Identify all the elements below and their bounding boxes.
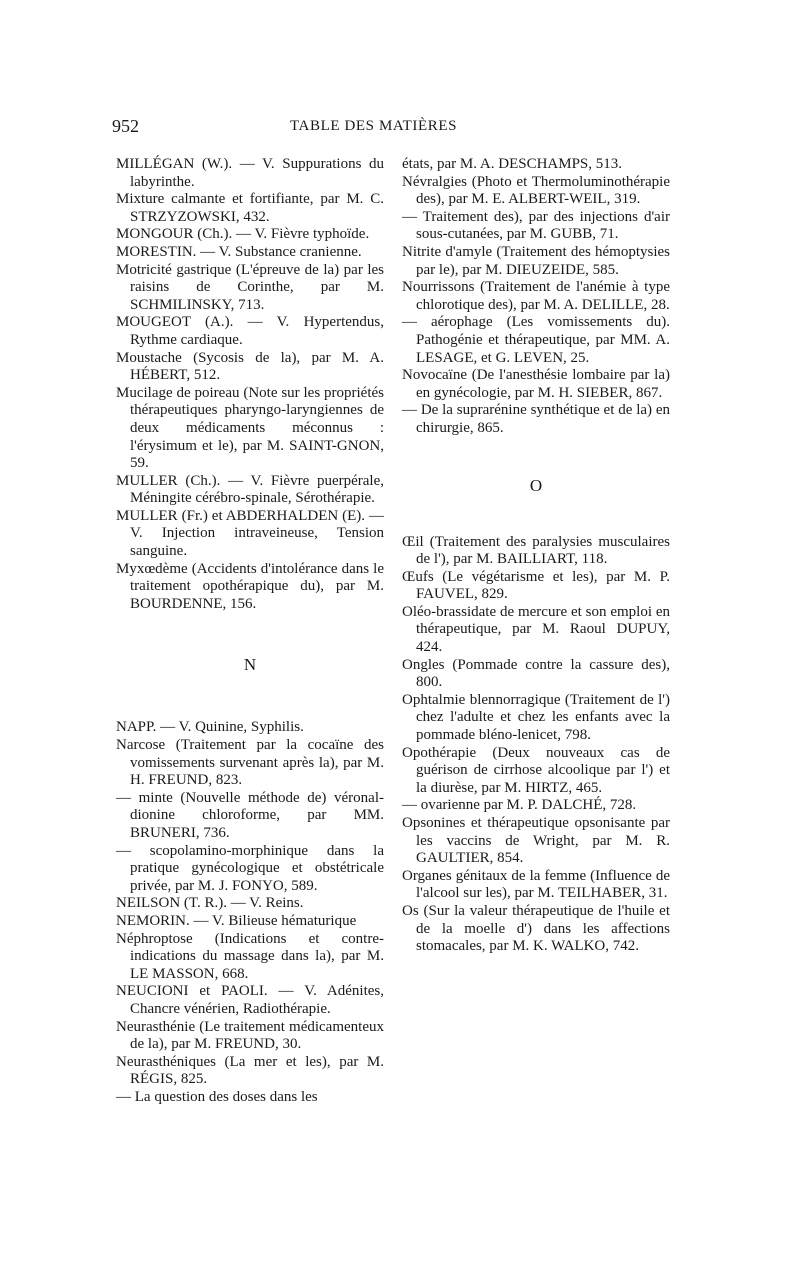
index-entry: Ophtalmie blennorragique (Traitement de l') chez l'adulte et chez les enfants avec la pommade bléno-lenicet, 798.: [402, 691, 670, 744]
index-entry: NAPP. — V. Quinine, Syphilis.: [116, 719, 304, 736]
index-entry: Nitrite d'amyle (Traitement des hémoptysies par le), par M. DIEUZEIDE, 585.: [402, 243, 670, 278]
index-entry: MILLÉGAN (W.). — V. Suppurations du labyrinthe.: [116, 156, 384, 190]
index-entry: Mixture calmante et fortifiante, par M. C. STRZYZOWSKI, 432.: [116, 191, 384, 225]
index-entry: Myxœdème (Accidents d'intolérance dans le traitement opothérapique du), par M. BOURDENNE, 156.: [116, 560, 384, 612]
index-entry: — De la suprarénine synthétique et de la) en chirurgie, 865.: [402, 402, 670, 436]
index-page: [112, 112, 672, 1152]
index-entry: NEMORIN. — V. Bilieuse hématurique: [116, 912, 357, 929]
index-entry: Ongles (Pommade contre la cassure des), 800.: [402, 656, 670, 691]
page-header: [112, 116, 672, 142]
section-letter-o: O: [529, 475, 543, 495]
index-entry: MORESTIN. — V. Substance cranienne.: [116, 243, 362, 260]
index-entry: NEILSON (T. R.). — V. Reins.: [116, 895, 304, 912]
index-entry: — scopolamino-morphinique dans la pratique gynécologique et obstétricale privée, par M. J. FONYO, 589.: [116, 842, 384, 894]
index-entry: Neurasthénie (Le traitement médicamenteux de la), par M. FREUND, 30.: [116, 1018, 384, 1053]
index-entry: Organes génitaux de la femme (Influence de l'alcool sur les), par M. TEILHABER, 31.: [402, 867, 670, 902]
section-letter-n: N: [243, 655, 257, 675]
index-entry: Moustache (Sycosis de la), par M. A. HÉBERT, 512.: [116, 349, 384, 384]
index-entry: NEUCIONI et PAOLI. — V. Adénites, Chancre vénérien, Radiothérapie.: [116, 983, 384, 1017]
index-entry: Néphroptose (Indications et contre-indications du massage dans la), par M. LE MASSON, 668.: [116, 930, 384, 982]
index-entry: — aérophage (Les vomissements du). Pathogénie et thérapeutique, par MM. A. LESAGE, et G. LEVEN, 25.: [402, 314, 670, 366]
index-entry: Neurasthéniques (La mer et les), par M. RÉGIS, 825.: [116, 1053, 384, 1088]
index-entry: Opothérapie (Deux nouveaux cas de guérison de cirrhose alcoolique par l') et la diurèse, par M. HIRTZ, 465.: [402, 744, 670, 796]
entries-after: [402, 534, 670, 956]
index-entry: Novocaïne (De l'anesthésie lombaire par la) en gynécologie, par M. H. SIEBER, 867.: [402, 367, 670, 401]
index-entry: MONGOUR (Ch.). — V. Fièvre typhoïde.: [116, 226, 370, 243]
index-entry: Névralgies (Photo et Thermoluminothérapie des), par M. E. ALBERT-WEIL, 319.: [402, 173, 670, 208]
index-entry: — minte (Nouvelle méthode de) véronal-dionine chloroforme, par MM. BRUNERI, 736.: [116, 789, 384, 841]
entries-before: [116, 156, 384, 613]
index-entry: Mucilage de poireau (Note sur les propriétés thérapeutiques pharyngo-laryngiennes de deux médicaments méconnus : l'érysimum et le), par M. SAINT-GNON, 59.: [116, 384, 384, 472]
index-entry: Narcose (Traitement par la cocaïne des vomissements survenant après la), par M. H. FREUND, 823.: [116, 737, 384, 789]
index-entry: Œil (Traitement des paralysies musculaires de l'), par M. BAILLIART, 118.: [402, 533, 670, 568]
running-title: TABLE DES MATIÈRES: [290, 118, 458, 134]
page-number: 952: [112, 116, 139, 136]
index-entry: MULLER (Ch.). — V. Fièvre puerpérale, Méningite cérébro-spinale, Sérothérapie.: [116, 472, 384, 507]
index-entry: — Traitement des), par des injections d'air sous-cutanées, par M. GUBB, 71.: [402, 208, 670, 243]
index-entry: — La question des doses dans les: [116, 1088, 318, 1105]
left-column: [116, 156, 384, 1107]
index-entry: Opsonines et thérapeutique opsonisante par les vaccins de Wright, par M. R. GAULTIER, 854.: [402, 815, 670, 867]
entries-after: [116, 719, 384, 1106]
index-entry: états, par M. A. DESCHAMPS, 513.: [402, 156, 623, 172]
index-entry: MULLER (Fr.) et ABDERHALDEN (E). — V. Injection intraveineuse, Tension sanguine.: [116, 507, 384, 560]
index-entry: Os (Sur la valeur thérapeutique de l'huile et de la moelle d') dans les affections stomacales, par M. K. WALKO, 742.: [402, 902, 670, 955]
index-entry: Motricité gastrique (L'épreuve de la) par les raisins de Corinthe, par M. SCHMILINSKY, 713.: [116, 261, 384, 313]
index-entry: — ovarienne par M. P. DALCHÉ, 728.: [402, 797, 637, 814]
index-entry: Nourrissons (Traitement de l'anémie à type chlorotique des), par M. A. DELILLE, 28.: [402, 279, 670, 313]
index-entry: MOUGEOT (A.). — V. Hypertendus, Rythme cardiaque.: [116, 314, 384, 348]
index-entry: Oléo-brassidate de mercure et son emploi en thérapeutique, par M. Raoul DUPUY, 424.: [402, 603, 670, 656]
index-entry: Œufs (Le végétarisme et les), par M. P. FAUVEL, 829.: [402, 568, 670, 603]
right-column: [402, 156, 670, 956]
entries-before: [402, 156, 670, 438]
